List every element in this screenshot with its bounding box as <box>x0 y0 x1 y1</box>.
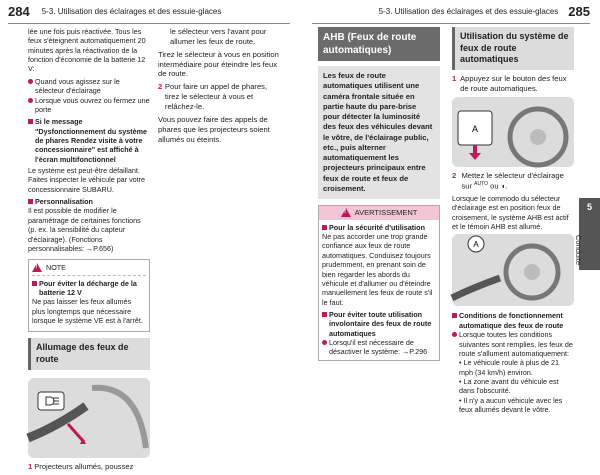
warning-title: Pour la sécurité d'utilisation <box>322 223 436 232</box>
warning-box <box>318 205 440 361</box>
section-heading: Utilisation du système de feux de route automatiques <box>452 27 574 70</box>
paragraph: le sélecteur vers l'avant pour allumer les feux de route. <box>170 27 267 46</box>
right-header-rule <box>312 23 590 24</box>
step-2: 2 Mettez le sélecteur d'éclairage sur $^{AUTO}$ ou ◖. <box>452 170 564 191</box>
paragraph: Le système est peut-être défaillant. Faites inspecter le véhicule par votre concessionnaire SUBARU. <box>28 166 146 194</box>
ahb-button-illustration <box>452 97 574 167</box>
right-page-number: 285 <box>568 3 590 19</box>
caution-triangle-icon <box>32 263 42 272</box>
square-bullet-icon <box>28 199 33 204</box>
paragraph: Tirez le sélecteur à vous en position intermédiaire pour éteindre les feux de route. <box>158 49 279 79</box>
paragraph: Il est possible de modifier le paramétrage de certaines fonctions (p. ex. la sensibilité du capteur d'éclairage). (Fonctions personnalisables: →P.656) <box>28 206 141 253</box>
step-2: 2 Pour faire un appel de phares, tirez le sélecteur à vous et relâchez-le. <box>158 82 268 112</box>
bullet-icon <box>452 332 457 337</box>
section-heading: AHB (Feux de route automatiques) <box>318 27 440 61</box>
note-title: Pour éviter la décharge de la batterie 12 V <box>32 279 146 298</box>
intro-box: Les feux de route automatiques utilisent une caméra frontale située en partie haute du pare-brise pour détecter la luminosité des feux des véhicules devant le vôtre, de l'éclairage public, etc., puis alterner automatiquement les projecteurs principaux entre feux de route et feux de croisement. <box>318 66 440 199</box>
square-bullet-icon <box>32 281 37 286</box>
square-bullet-icon <box>322 225 327 230</box>
column-1 <box>28 27 150 475</box>
warning-triangle-icon <box>341 208 351 217</box>
note-box <box>28 259 150 332</box>
column-2 <box>158 27 280 147</box>
warning-label: AVERTISSEMENT <box>354 208 418 217</box>
intro-text: lée une fois puis réactivée. Tous les feux s'éteignent automatiquement 20 minutes après la réactivation de la fonction d'économie de la batterie 12 V: <box>28 27 146 74</box>
condition-item: • Le véhicule roule à plus de 21 mph (34 km/h) environ. <box>459 358 560 377</box>
bullet-icon <box>28 98 33 103</box>
ahb-indicator-icon: A <box>473 240 479 250</box>
left-page-number: 284 <box>8 3 30 19</box>
condition-item: • La zone avant du véhicule est dans l'obscurité. <box>459 376 559 396</box>
left-header-rule <box>8 23 290 24</box>
square-bullet-icon <box>28 119 33 124</box>
subheading: Conditions de fonctionnement automatique des feux de route <box>452 311 574 330</box>
bullet-icon <box>322 340 327 345</box>
paragraph: Vous pouvez faire des appels de phares que les projecteurs soient allumés ou éteints. <box>158 114 270 144</box>
left-header <box>8 0 221 22</box>
section-heading: Allumage des feux de route <box>28 338 150 369</box>
column-3 <box>318 27 440 361</box>
warning-title: Pour éviter toute utilisation involontaire des feux de route automatiques <box>322 310 436 338</box>
ahb-button-icon: A <box>471 123 479 134</box>
note-label: NOTE <box>46 263 66 273</box>
right-header <box>379 0 590 22</box>
square-bullet-icon <box>322 312 327 317</box>
low-beam-icon: ◖ <box>500 181 506 191</box>
chapter-label: Conduite <box>574 235 583 266</box>
chapter-number: 5 <box>586 202 592 212</box>
list-item: Quand vous agissez sur le sélecteur d'éclairage <box>28 77 150 96</box>
warning-text: Ne pas accorder une trop grande confiance aux feux de route automatiques. Conduisez toujours prudemment, en prenant soin de bien regarder les abords du véhicule et d'allumer ou d'éteindre manuellement les feux de route s'il le faut. <box>322 232 433 307</box>
headlight-lever-illustration <box>28 378 150 458</box>
step-1: 1 Appuyez sur le bouton des feux de route automatiques. <box>452 74 567 93</box>
paragraph: Lorsque le commodo du sélecteur d'éclairage est en position feux de croisement, le système AHB est actif et le témoin AHB est allumé. <box>452 194 569 232</box>
left-running-title: 5-3. Utilisation des éclairages et des essuie-glaces <box>41 6 222 16</box>
bullet-icon <box>28 79 33 84</box>
right-running-title: 5-3. Utilisation des éclairages et des essuie-glaces <box>378 6 559 16</box>
column-4 <box>452 27 574 414</box>
square-bullet-icon <box>452 313 457 318</box>
note-text: Ne pas laisser les feux allumés plus longtemps que nécessaire lorsque le système VE est à l'arrêt. <box>32 297 143 326</box>
condition-item: • Il n'y a aucun véhicule avec les feux allumés devant le vôtre. <box>459 395 563 415</box>
list-item: Lorsque vous ouvrez ou fermez une porte <box>28 96 150 115</box>
step-1: 1 Projecteurs allumés, poussez <box>28 461 134 471</box>
list-item: Lorsqu'il est nécessaire de désactiver le système: →P.296 <box>322 338 436 357</box>
subheading: Personnalisation <box>28 197 150 206</box>
light-switch-illustration <box>452 234 574 306</box>
subheading: Si le message "Dysfonctionnement du système de phares Rendez visite à votre concessionnaire" est affiché à l'écran multifonctionnel <box>28 117 150 164</box>
list-item: Lorsque toutes les conditions suivantes sont remplies, les feux de route s'allument automatiquement: <box>452 330 574 358</box>
auto-icon: AUTO <box>474 180 488 187</box>
